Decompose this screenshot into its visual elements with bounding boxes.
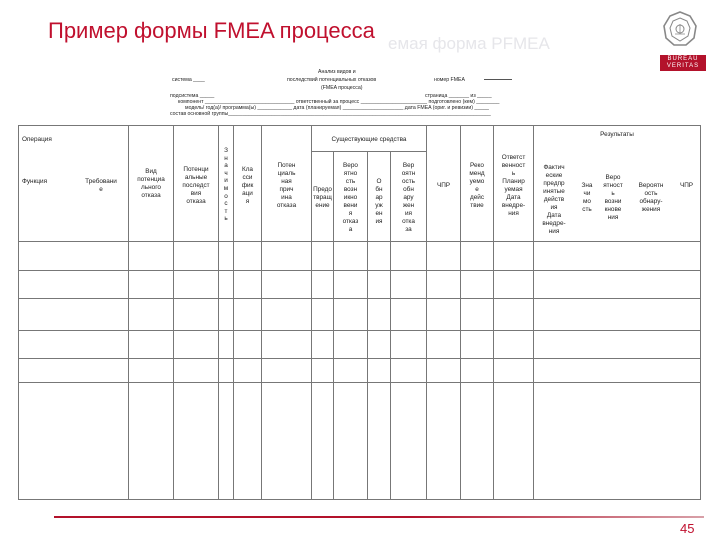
company-logo	[660, 10, 706, 68]
form-header-component: компонент _______________________________ ответственный за процесс _______________________ подготовлено (кем) ________	[178, 99, 500, 105]
form-header-team: состав основной группы___________________________________________________________________________________________	[170, 111, 491, 117]
fmea-number-line	[484, 74, 512, 80]
table-row-line	[18, 358, 700, 359]
col-occurrence: Веро ятно сть возн икно вени я отказ а	[342, 162, 359, 233]
col-result-occurrence: Веро ятност ь возни кнове ния	[603, 174, 623, 221]
col-result-severity: Зна чи мо сть	[581, 182, 593, 213]
col-classification: Кла сси фик аци я	[241, 166, 254, 205]
table-border-right	[700, 125, 701, 500]
col-responsible: Ответст венност ь Планир уемая Дата внедре- ния	[501, 154, 526, 217]
col-result-detection: Вероятн ость обнару- жения	[638, 182, 664, 213]
col-prevention: Предо твращ ение	[313, 186, 332, 209]
table-header-bottom	[18, 241, 700, 242]
page-number: 45	[680, 521, 695, 536]
col-result-rpn: ЧПР	[679, 182, 694, 189]
form-header-fmea-number: номер FMEA	[434, 77, 465, 83]
col-actions-taken: Фактич еские предпр инятые действ ия Дата внедре- ния	[542, 164, 566, 235]
col-severity: З н а ч и м о с т ь	[223, 147, 229, 223]
col-causes: Потен циаль ная прич ина отказа	[276, 162, 297, 209]
form-header-system: система ____	[172, 77, 205, 83]
table-border-bottom	[18, 499, 700, 500]
col-recommended-action: Реко менд уемо е дейс твие	[469, 162, 485, 209]
table-col-line	[311, 125, 312, 500]
col-effects: Потенци альные последст вия отказа	[182, 166, 210, 205]
form-header-subtitle: последствий потенциальных отказов	[287, 77, 377, 83]
slide-title: Пример формы FMEA процесса	[48, 18, 375, 43]
fmea-table	[18, 125, 700, 500]
col-operation: Операция	[22, 136, 52, 143]
seal-icon	[660, 10, 700, 48]
table-border-left	[18, 125, 19, 500]
form-header-line-1: Анализ видов и	[318, 69, 356, 75]
form-header-model: модель/ год(а)/ программа(ы) ____________ дата (планируемая) _____________________ дата FMEA (ориг. и ревизии) _____	[185, 105, 489, 111]
col-detection-probability: Вер оятн ость обн ару жен ия отка за	[401, 162, 416, 233]
table-border-top	[18, 125, 700, 126]
col-controls-group: Существующие средства	[331, 136, 407, 143]
table-row-line	[18, 330, 700, 331]
table-row-line	[18, 270, 700, 271]
ghost-subtitle: емая форма PFMEA	[388, 34, 550, 53]
col-requirements: Требовани е	[85, 178, 117, 193]
controls-group-divider	[311, 151, 426, 152]
footer-divider	[54, 516, 704, 518]
table-row-line	[18, 382, 700, 383]
form-header-subsystem: подсистема _____	[170, 93, 215, 99]
col-function: Функция	[22, 178, 48, 185]
form-header-page: страница _______ из _____	[425, 93, 492, 99]
col-rpn: ЧПР	[436, 182, 451, 189]
table-row-line	[18, 298, 700, 299]
col-results-group: Результаты	[600, 131, 634, 138]
form-header-process: (FMEA процесса)	[321, 85, 363, 91]
col-failure-mode: Вид потенциа льного отказа	[137, 168, 165, 199]
col-detection: О бн ар уж ен ия	[375, 178, 383, 225]
logo-band: BUREAU VERITAS	[660, 55, 706, 71]
